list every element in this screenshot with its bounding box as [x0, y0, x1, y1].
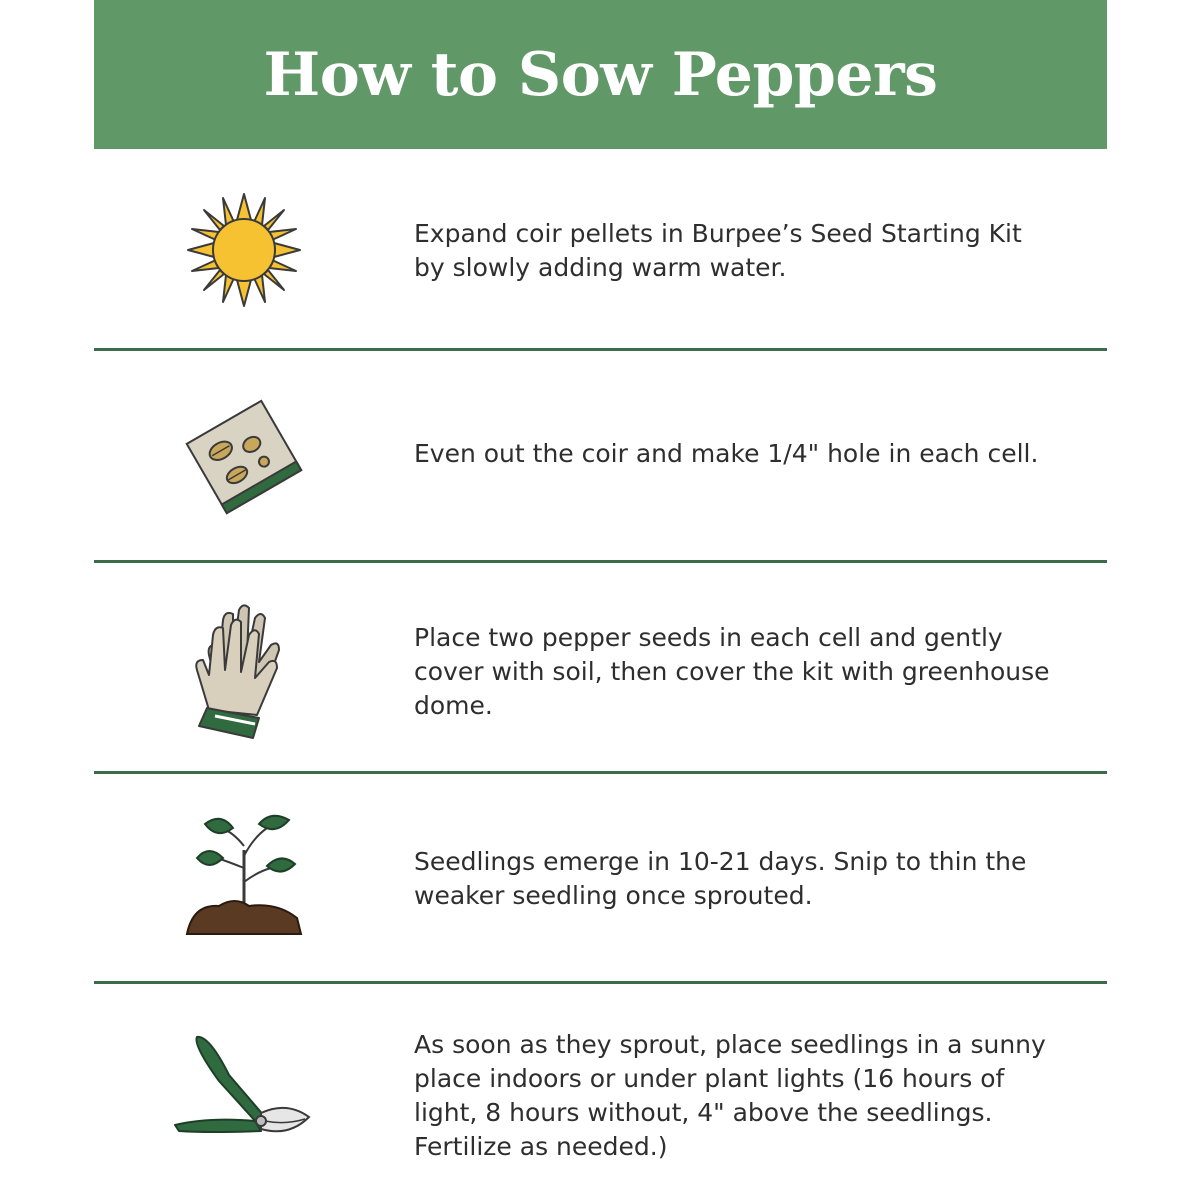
- step-2-text: Even out the coir and make 1/4" hole in each cell.: [414, 439, 1039, 468]
- gardening-gloves-icon: [164, 600, 324, 740]
- step-4: [94, 810, 1107, 940]
- step-2: [94, 395, 1107, 520]
- divider: [94, 771, 1107, 774]
- step-5: [94, 1025, 1107, 1165]
- step-4-text: Seedlings emerge in 10-21 days. Snip to thin the weaker seedling once sprouted.: [414, 847, 1027, 910]
- step-1: [94, 190, 1107, 310]
- sun-icon: [164, 190, 324, 310]
- title-banner: [94, 0, 1107, 149]
- seed-packet-icon: [164, 395, 324, 520]
- page-title: How to Sow Peppers: [263, 39, 938, 110]
- step-3: [94, 600, 1107, 740]
- divider: [94, 981, 1107, 984]
- seedling-icon: [164, 810, 324, 940]
- step-1-text: Expand coir pellets in Burpee’s Seed Starting Kit by slowly adding warm water.: [414, 219, 1022, 282]
- divider: [94, 348, 1107, 351]
- pruning-shears-icon: [164, 1025, 324, 1165]
- step-5-text: As soon as they sprout, place seedlings in a sunny place indoors or under plant lights (16 hours of light, 8 hours without, 4" above the seedlings. Fertilize as needed.): [414, 1030, 1046, 1161]
- divider: [94, 560, 1107, 563]
- step-3-text: Place two pepper seeds in each cell and gently cover with soil, then cover the kit with greenhouse dome.: [414, 623, 1050, 720]
